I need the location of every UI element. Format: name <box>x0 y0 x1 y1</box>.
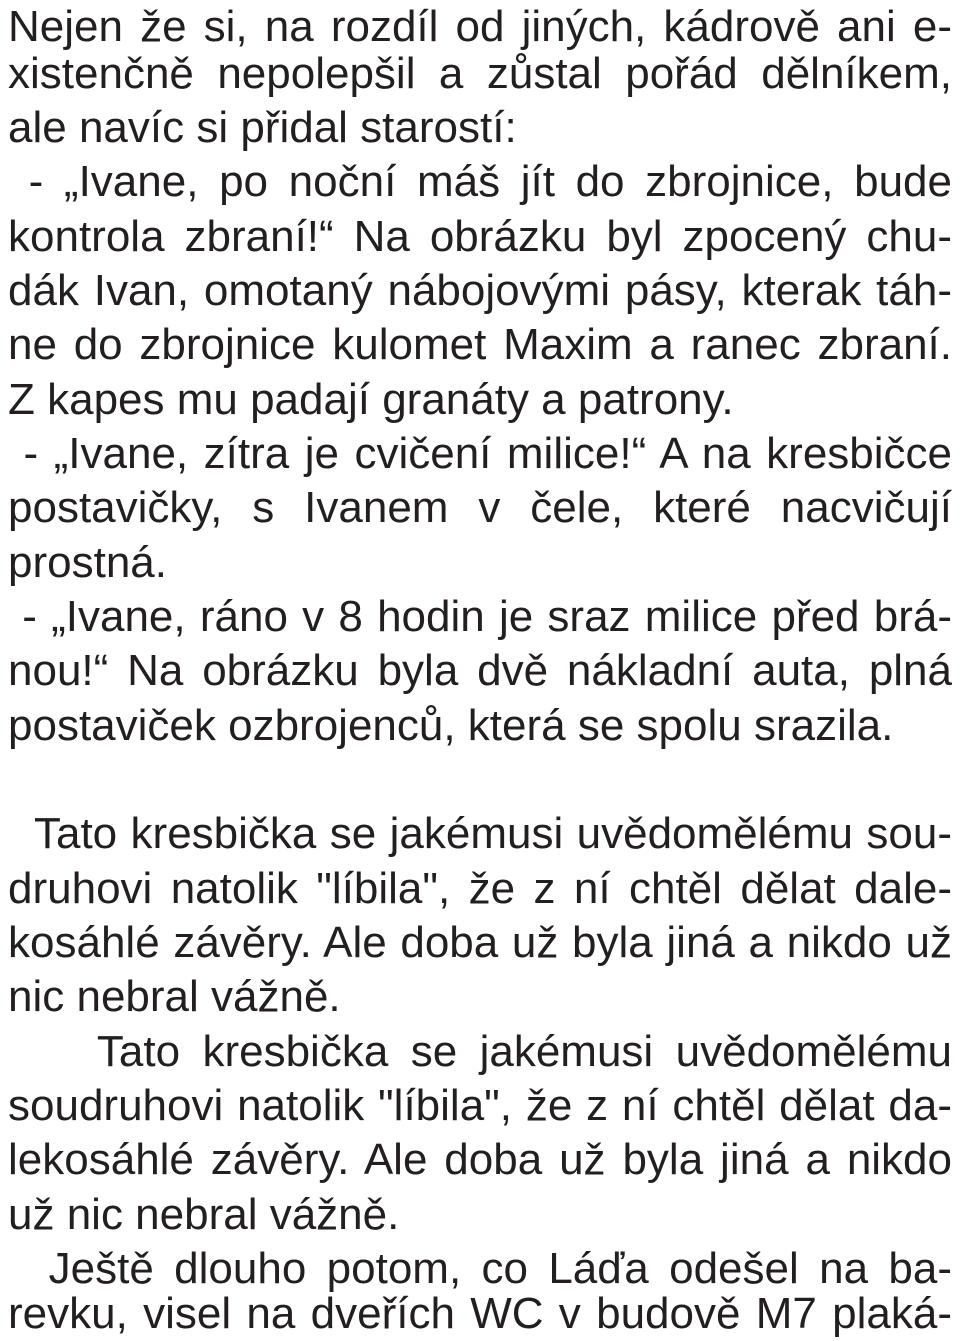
text-line: ne do zbrojnice kulomet Maxim a ranec zbraní. <box>8 320 952 369</box>
text-line: lekosáhlé závěry. Ale doba už byla jiná a nikdo <box>8 1135 952 1184</box>
text-line: ale navíc si přidal starostí: <box>8 103 517 152</box>
text-line: postavičky, s Ivanem v čele, které nacvičují <box>8 483 952 532</box>
text-line: už nic nebral vážně. <box>8 1190 400 1239</box>
text-line: kosáhlé závěry. Ale doba už byla jiná a nikdo už <box>8 918 952 967</box>
text-line: - „Ivane, po noční máš jít do zbrojnice, bude <box>8 157 952 206</box>
text-line: Tato kresbička se jakémusi uvědomělému sou- <box>8 809 952 858</box>
text-line: Tato kresbička se jakémusi uvědomělému <box>8 1027 952 1076</box>
text-line: dák Ivan, omotaný nábojovými pásy, kterak táh- <box>8 266 952 315</box>
text-line: postaviček ozbrojenců, která se spolu srazila. <box>8 701 894 750</box>
text-line: - „Ivane, ráno v 8 hodin je sraz milice před brá- <box>8 592 952 641</box>
text-line: nou!“ Na obrázku byla dvě nákladní auta, plná <box>8 646 952 695</box>
text-line: - „Ivane, zítra je cvičení milice!“ A na kresbičce <box>8 429 952 478</box>
text-line: revku, visel na dveřích WC v budově M7 plaká- <box>8 1289 952 1338</box>
text-line: soudruhovi natolik "líbila", že z ní chtěl dělat da- <box>8 1081 952 1130</box>
text-line: xistenčně nepolepšil a zůstal pořád dělníkem, <box>8 49 952 98</box>
text-line: kontrola zbraní!“ Na obrázku byl zpocený chu- <box>8 212 952 261</box>
text-line: Nejen že si, na rozdíl od jiných, kádrově ani e- <box>8 2 952 51</box>
text-line: Ještě dlouho potom, co Láďa odešel na ba- <box>8 1244 952 1293</box>
text-line: prostná. <box>8 538 167 587</box>
text-line: druhovi natolik "líbila", že z ní chtěl dělat dale- <box>8 864 952 913</box>
text-line: Z kapes mu padají granáty a patrony. <box>8 375 734 424</box>
text-line: nic nebral vážně. <box>8 972 341 1021</box>
